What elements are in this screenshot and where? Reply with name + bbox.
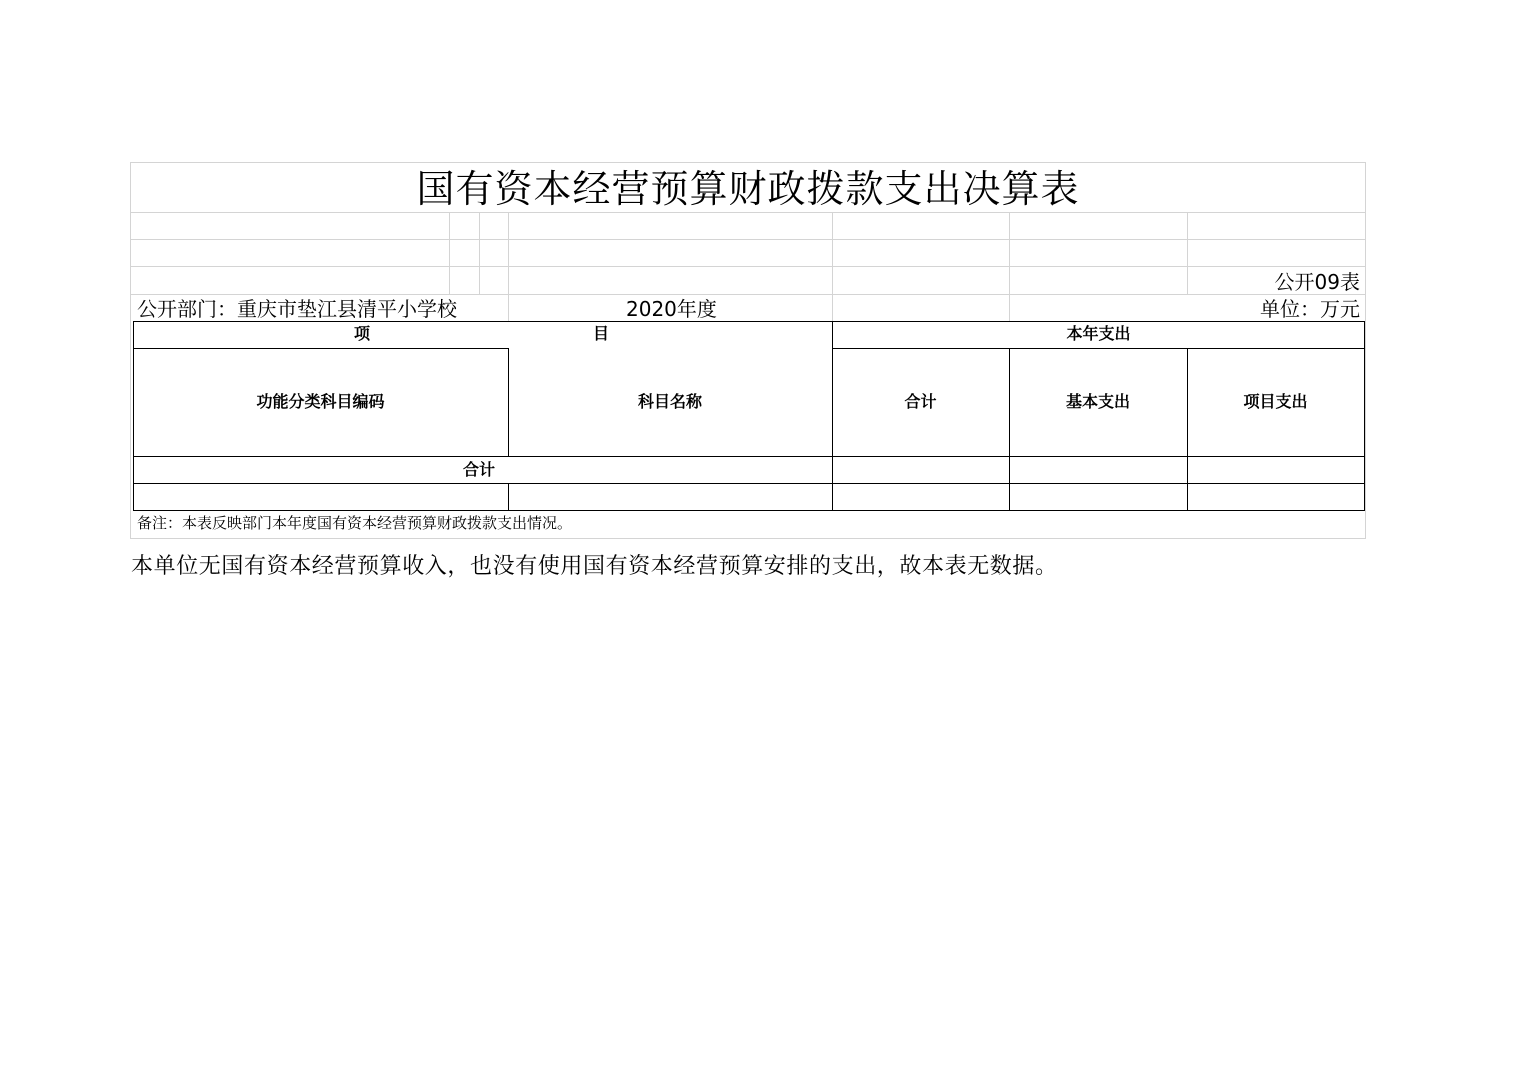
- table-border: [1364, 321, 1365, 511]
- column-header: 基本支出: [1065, 392, 1130, 411]
- table-border: [133, 321, 1365, 322]
- table-border: [133, 510, 1365, 511]
- table-border: [133, 348, 509, 349]
- header-item-left: 项: [354, 324, 371, 343]
- gridline: [508, 212, 509, 321]
- gridline: [130, 162, 131, 539]
- table-border: [832, 321, 833, 511]
- gridline: [130, 538, 1366, 539]
- table-border: [133, 483, 1365, 484]
- unit-label: 单位：万元: [1260, 297, 1360, 321]
- column-header: 科目名称: [637, 392, 702, 411]
- gridline: [130, 162, 1366, 163]
- gridline: [479, 212, 480, 294]
- table-border: [133, 321, 134, 511]
- gridline: [1009, 212, 1010, 321]
- gridline: [832, 212, 833, 321]
- report-title: 国有资本经营预算财政拨款支出决算表: [416, 167, 1080, 211]
- gridline: [130, 266, 1366, 267]
- gridline: [130, 294, 1366, 295]
- column-header: 项目支出: [1243, 392, 1308, 411]
- table-border: [1009, 348, 1010, 511]
- remark-paragraph: 本单位无国有资本经营预算收入，也没有使用国有资本经营预算安排的支出，故本表无数据。: [131, 554, 1058, 579]
- table-border: [133, 456, 1365, 457]
- gridline: [1365, 162, 1366, 539]
- gridline: [449, 212, 450, 294]
- table-border: [1187, 348, 1188, 511]
- department: 公开部门：重庆市垫江县清平小学校: [137, 297, 457, 321]
- header-item-right: 目: [593, 324, 610, 343]
- gridline: [130, 212, 1366, 213]
- gridline: [130, 239, 1366, 240]
- table-note: 备注：本表反映部门本年度国有资本经营预算财政拨款支出情况。: [137, 514, 573, 532]
- report-year: 2020年度: [626, 297, 717, 321]
- column-header: 合计: [904, 392, 937, 411]
- table-border: [508, 483, 509, 511]
- total-row-label: 合计: [463, 460, 496, 479]
- table-border: [832, 348, 1365, 349]
- column-header: 功能分类科目编码: [256, 392, 385, 411]
- table-code: 公开09表: [1274, 270, 1360, 294]
- header-current-year: 本年支出: [1066, 324, 1131, 343]
- gridline: [1187, 212, 1188, 294]
